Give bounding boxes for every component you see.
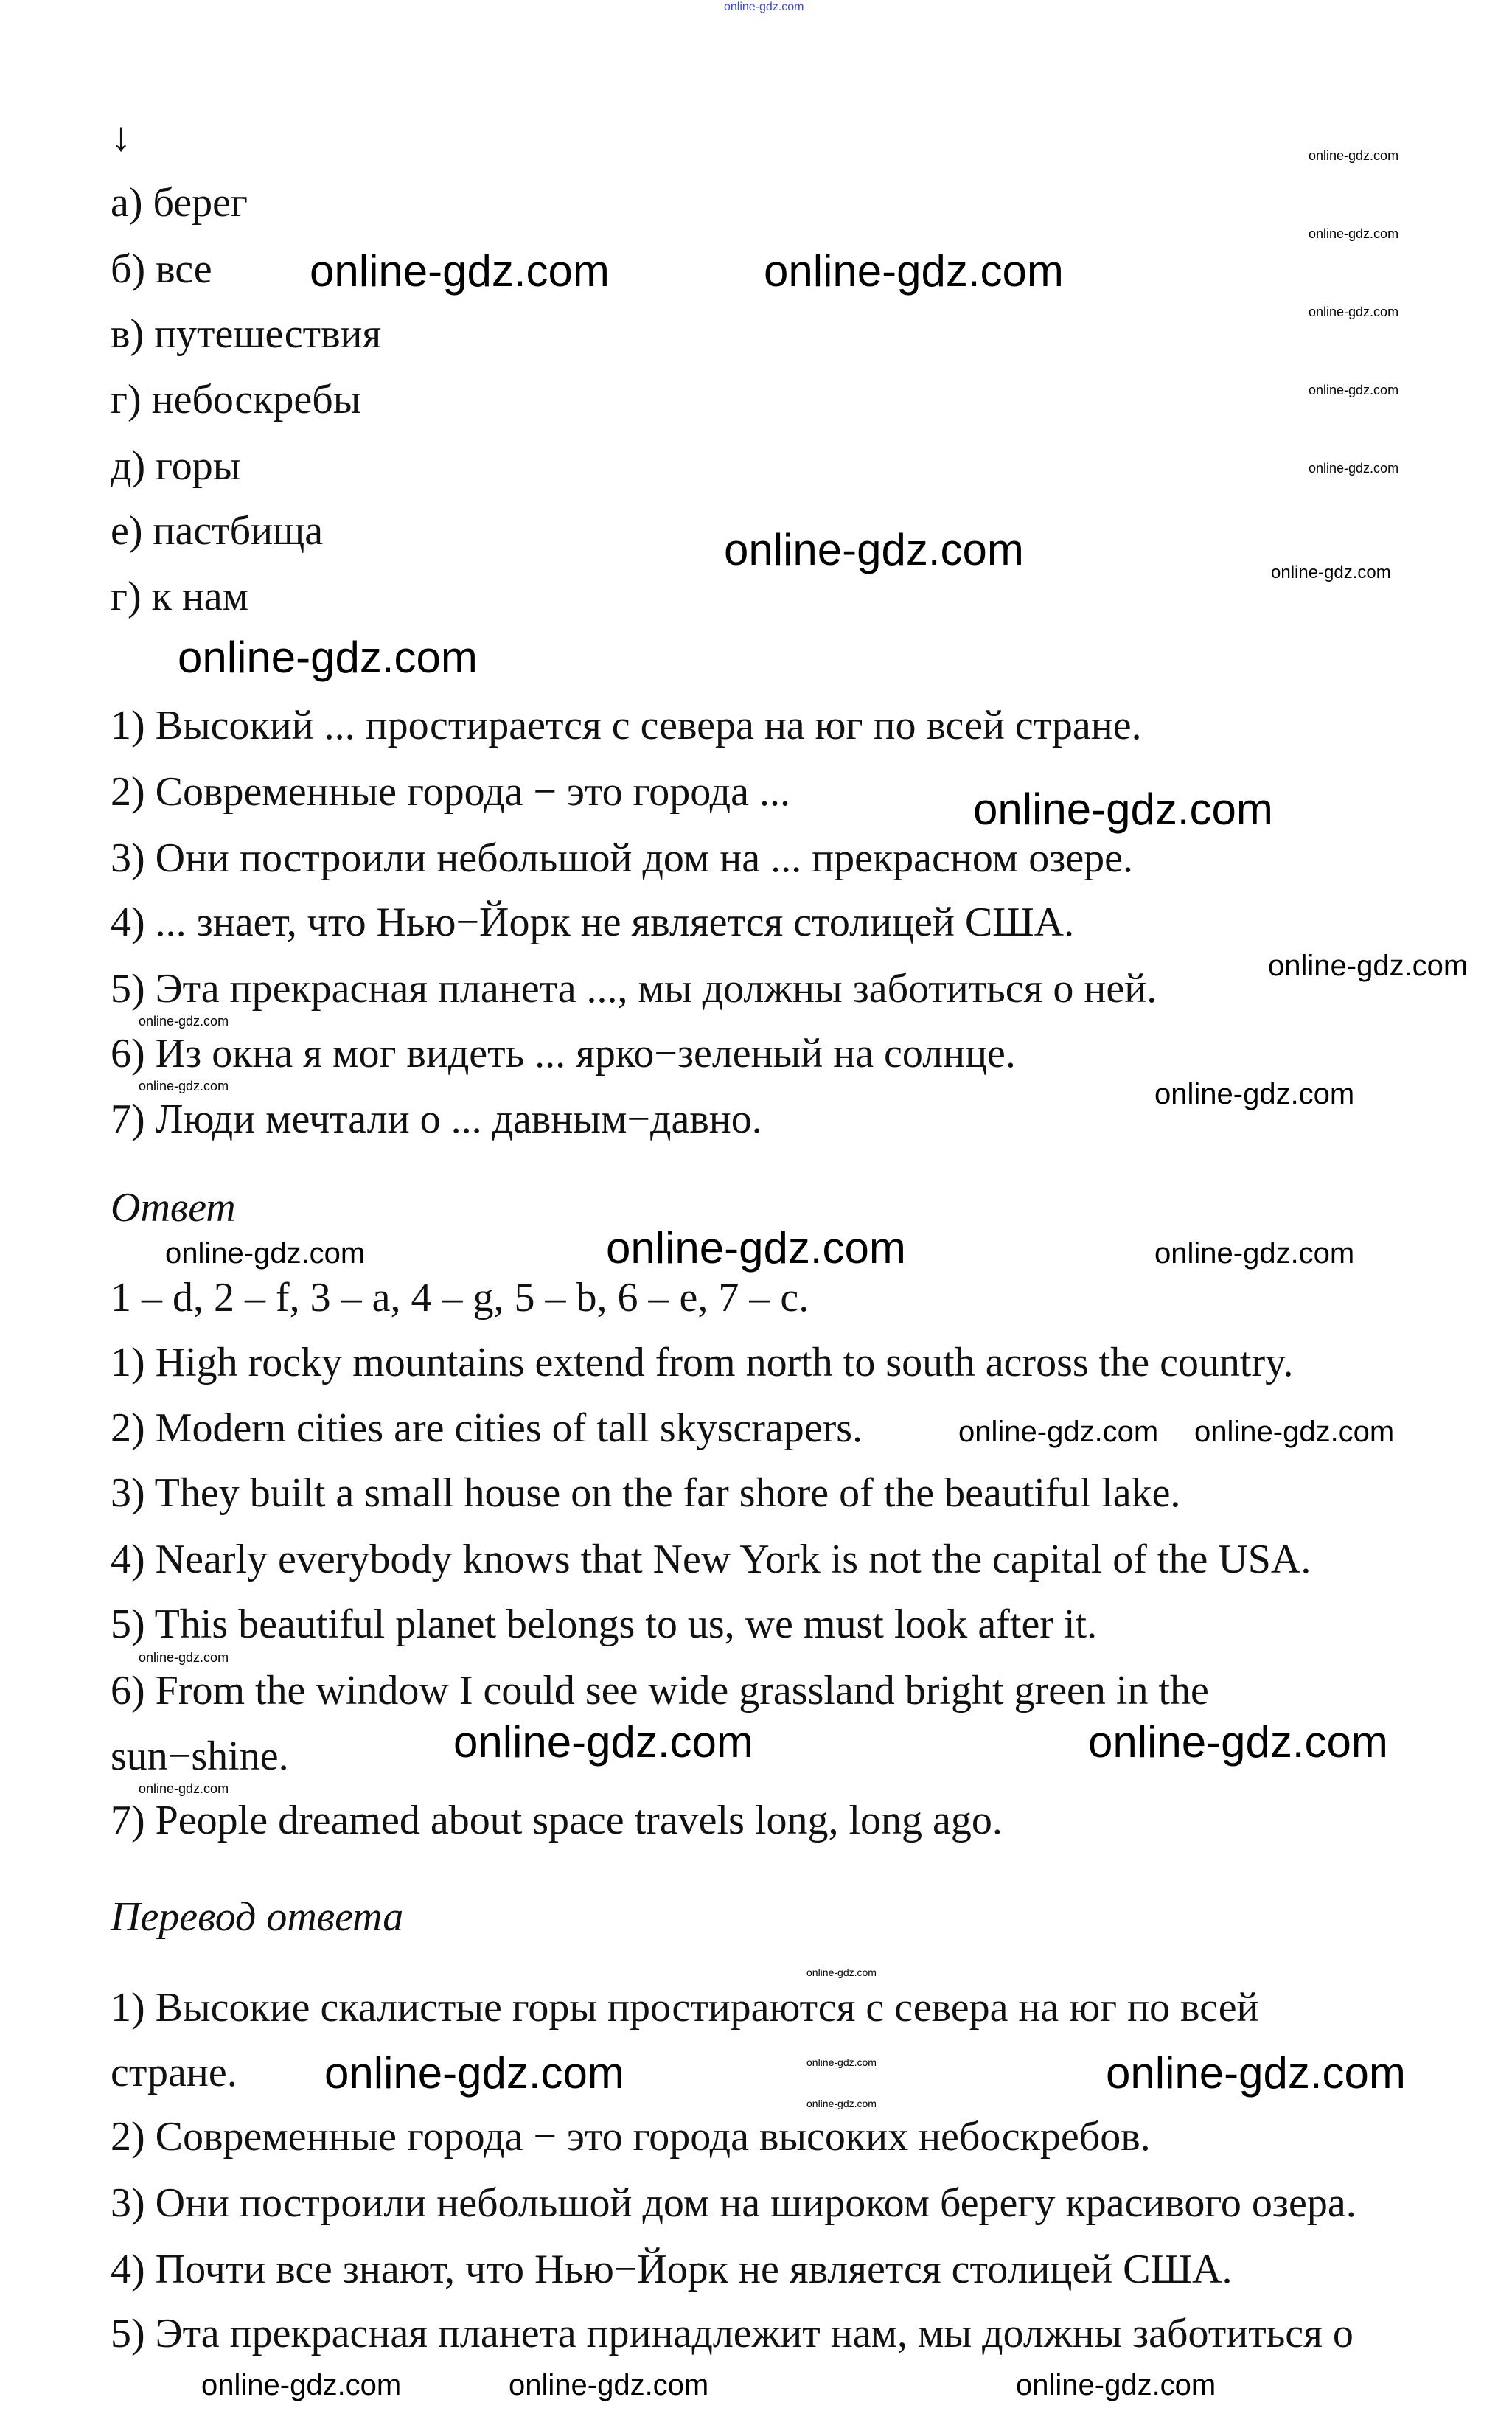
watermark: online-gdz.com [178, 633, 478, 682]
option-item: д) горы [111, 443, 241, 489]
option-item: б) все [111, 246, 212, 292]
answer-line: sun−shine. [111, 1733, 289, 1779]
answer-line: 4) Nearly everybody knows that New York is not the capital of the USA. [111, 1537, 1311, 1582]
watermark: online-gdz.com [1154, 1237, 1355, 1270]
option-item: в) путешествия [111, 311, 382, 357]
sentence: 2) Современные города − это города ... [111, 769, 790, 815]
option-item: а) берег [111, 180, 248, 226]
watermark: online-gdz.com [139, 1650, 229, 1665]
sentence: 3) Они построили небольшой дом на ... прекрасном озере. [111, 835, 1134, 881]
sentence: 6) Из окна я мог видеть ... ярко−зеленый на солнце. [111, 1031, 1016, 1076]
translation-line: 5) Эта прекрасная планета принадлежит нам, мы должны заботиться о [111, 2311, 1354, 2356]
answer-line: 5) This beautiful planet belongs to us, we must look after it. [111, 1601, 1098, 1647]
watermark: online-gdz.com [806, 2056, 877, 2068]
watermark: online-gdz.com [973, 784, 1273, 834]
watermark: online-gdz.com [1268, 950, 1469, 982]
watermark: online-gdz.com [139, 1781, 229, 1796]
watermark: online-gdz.com [806, 2098, 877, 2109]
answer-line: 3) They built a small house on the far shore of the beautiful lake. [111, 1470, 1181, 1516]
watermark: online-gdz.com [1309, 383, 1399, 397]
watermark: online-gdz.com [958, 1416, 1159, 1448]
option-item: г) к нам [111, 574, 249, 619]
sentence: 5) Эта прекрасная планета ..., мы должны заботиться о ней. [111, 966, 1157, 1012]
answer-line: 6) From the window I could see wide grassland bright green in the [111, 1668, 1209, 1713]
watermark: online-gdz.com [606, 1223, 906, 1273]
watermark: online-gdz.com [1106, 2048, 1406, 2098]
watermark: online-gdz.com [509, 2369, 709, 2401]
answer-line: 1) High rocky mountains extend from north to south across the country. [111, 1340, 1294, 1385]
watermark: online-gdz.com [1271, 563, 1391, 582]
watermark: online-gdz.com [764, 246, 1064, 296]
sentence: 7) Люди мечтали о ... давным−давно. [111, 1096, 762, 1142]
translation-line: 2) Современные города − это города высоких небоскребов. [111, 2114, 1151, 2160]
translation-heading: Перевод ответа [111, 1894, 404, 1940]
option-item: г) небоскребы [111, 377, 361, 422]
answer-line: 2) Modern cities are cities of tall skyscrapers. [111, 1405, 863, 1451]
translation-line: 1) Высокие скалистые горы простираются с севера на юг по всей [111, 1985, 1259, 2031]
watermark: online-gdz.com [1088, 1717, 1388, 1767]
answer-key: 1 – d, 2 – f, 3 – a, 4 – g, 5 – b, 6 – e, 7 – c. [111, 1275, 809, 1321]
watermark: online-gdz.com [1016, 2369, 1216, 2401]
watermark: online-gdz.com [1154, 1078, 1355, 1110]
watermark: online-gdz.com [139, 1079, 229, 1093]
watermark: online-gdz.com [1309, 226, 1399, 241]
watermark: online-gdz.com [453, 1717, 753, 1767]
watermark: online-gdz.com [724, 525, 1024, 574]
watermark: online-gdz.com [324, 2048, 624, 2098]
watermark: online-gdz.com [1309, 148, 1399, 163]
arrow-icon: ↓ [111, 114, 131, 160]
sentence: 4) ... знает, что Нью−Йорк не является столицей США. [111, 900, 1075, 945]
option-item: е) пастбища [111, 508, 324, 554]
watermark: online-gdz.com [139, 1014, 229, 1029]
translation-line: 4) Почти все знают, что Нью−Йорк не является столицей США. [111, 2247, 1233, 2292]
watermark: online-gdz.com [1309, 461, 1399, 476]
translation-line: стране. [111, 2050, 237, 2095]
answer-line: 7) People dreamed about space travels long, long ago. [111, 1798, 1003, 1843]
answer-heading: Ответ [111, 1185, 236, 1231]
watermark: online-gdz.com [724, 1, 804, 13]
watermark: online-gdz.com [806, 1966, 877, 1978]
watermark: online-gdz.com [1309, 305, 1399, 319]
watermark: online-gdz.com [165, 1237, 366, 1270]
watermark: online-gdz.com [1194, 1416, 1395, 1448]
sentence: 1) Высокий ... простирается с севера на юг по всей стране. [111, 703, 1142, 748]
translation-line: 3) Они построили небольшой дом на широком берегу красивого озера. [111, 2180, 1356, 2226]
watermark: online-gdz.com [310, 246, 610, 296]
watermark: online-gdz.com [201, 2369, 402, 2401]
